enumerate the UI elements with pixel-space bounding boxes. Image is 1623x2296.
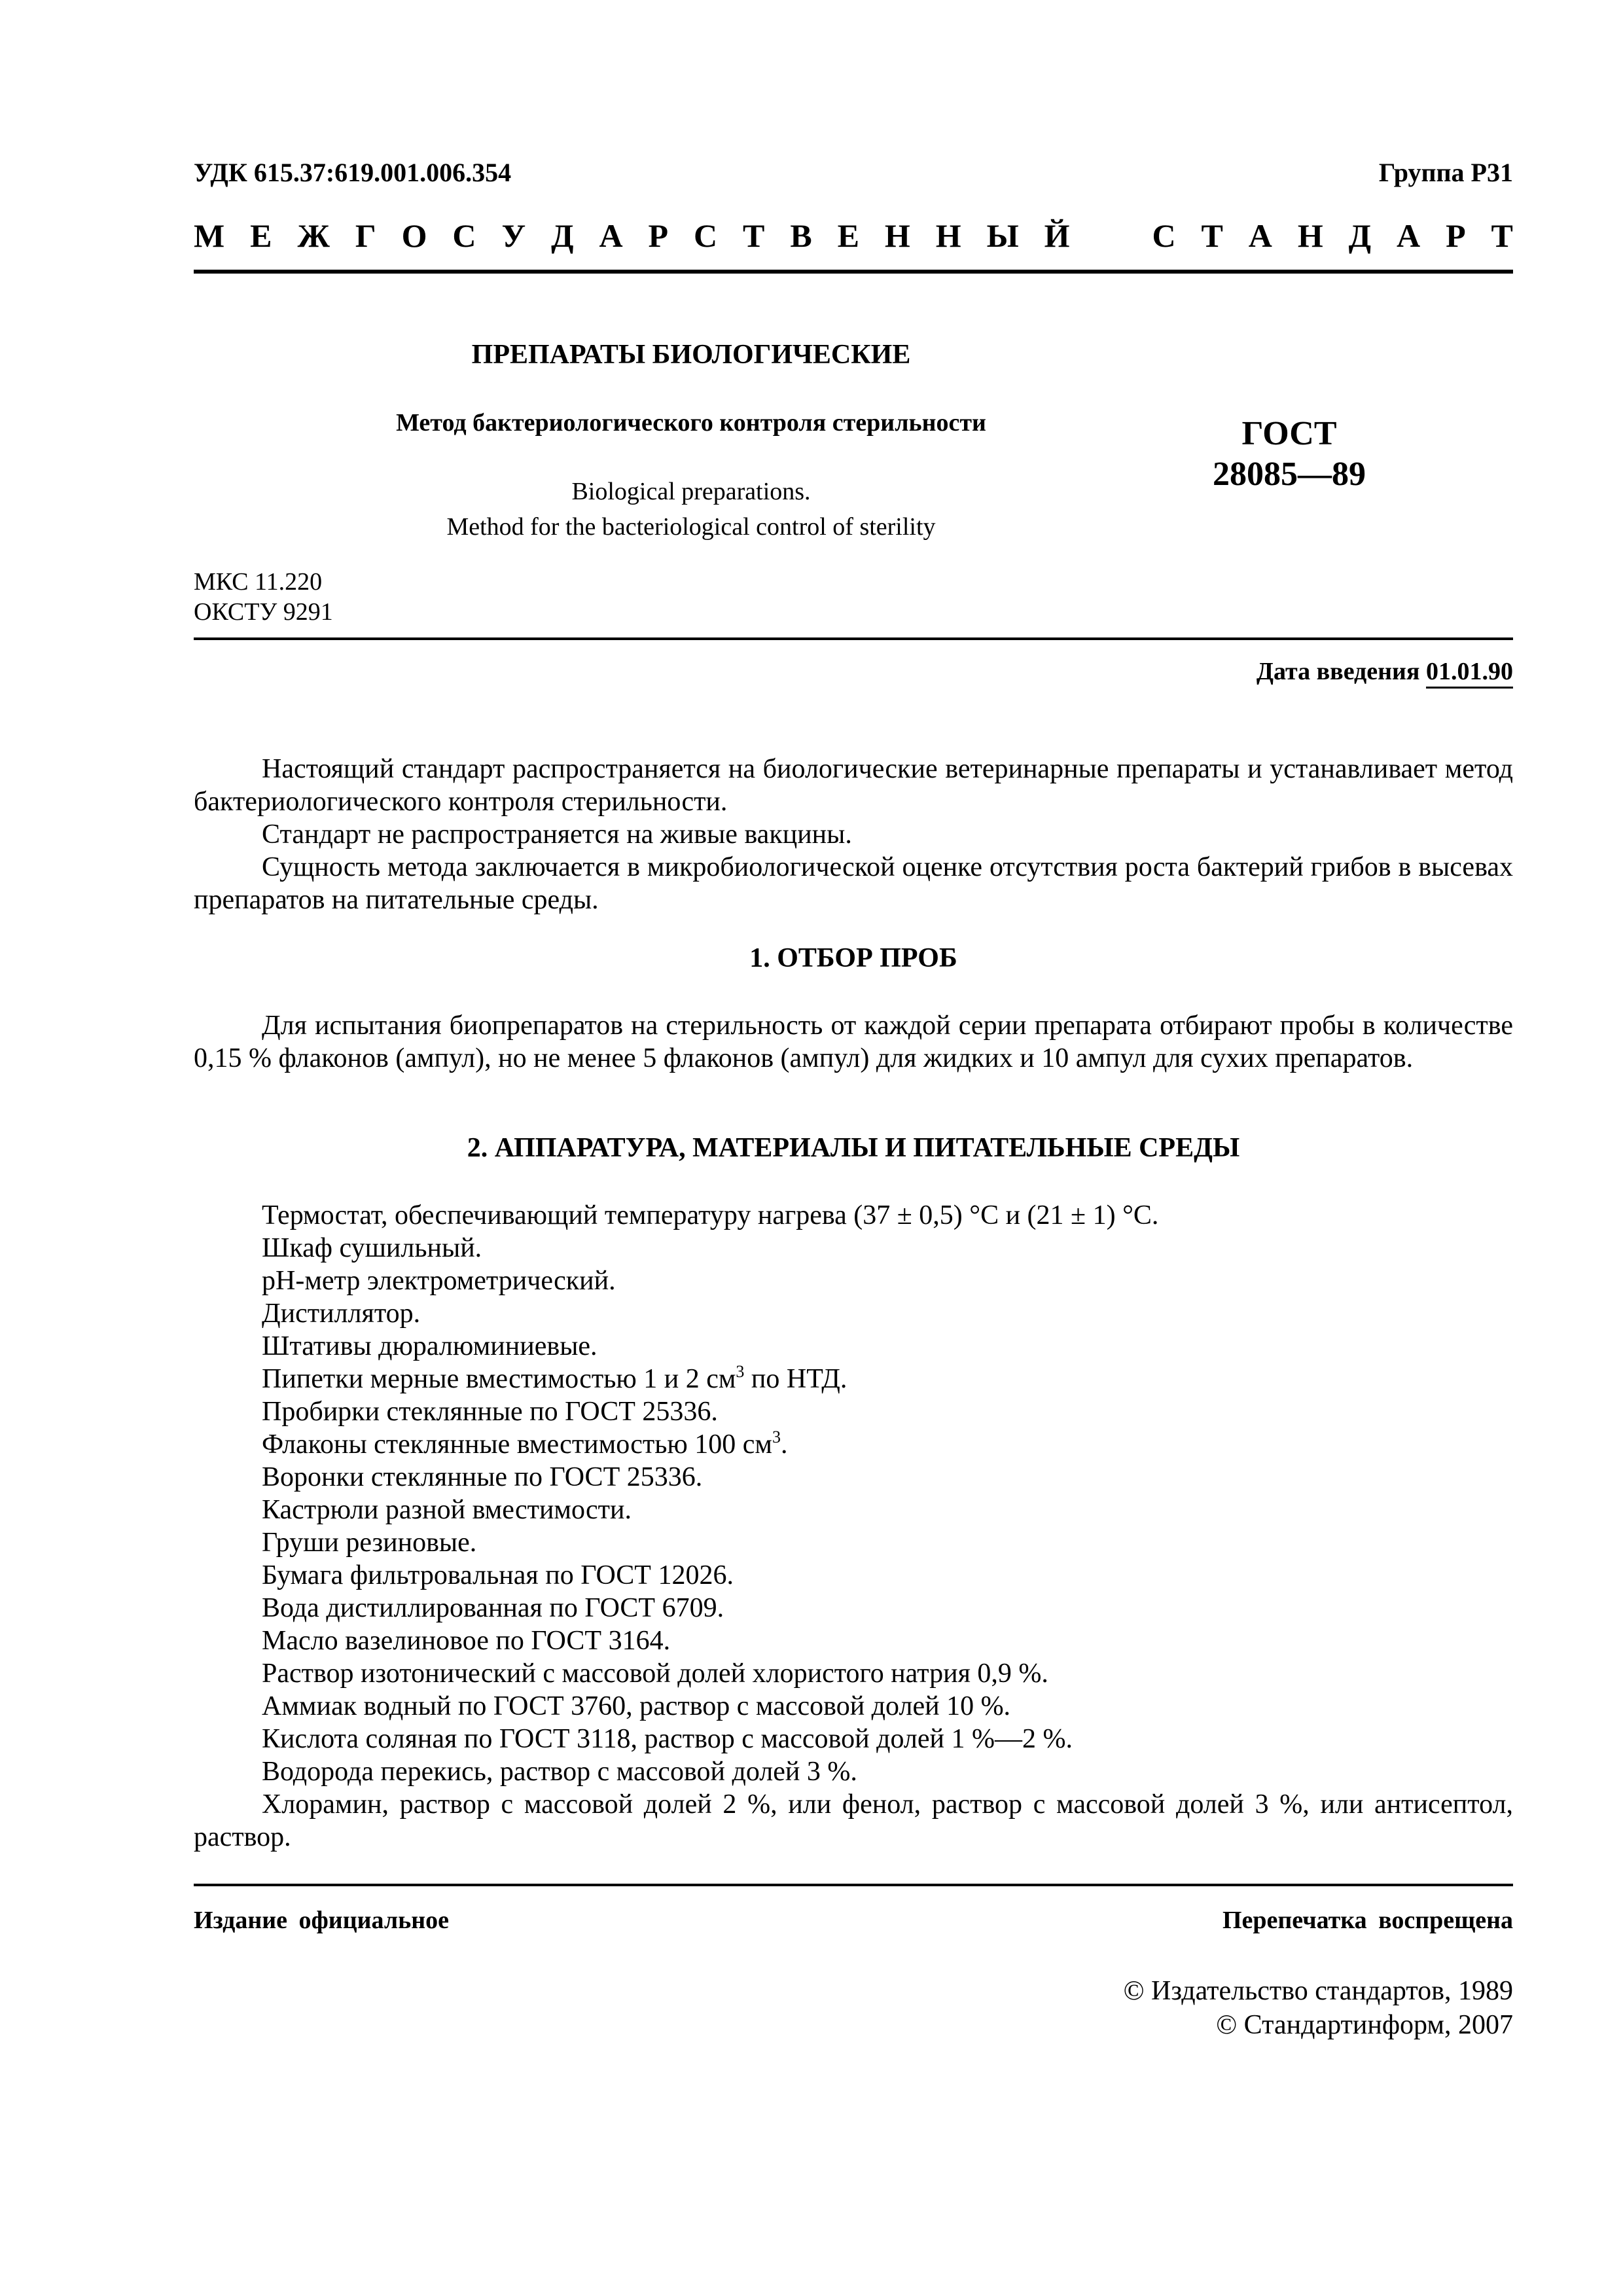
heading-letter: Ы [986,217,1019,254]
section-2-heading: 2. АППАРАТУРА, МАТЕРИАЛЫ И ПИТАТЕЛЬНЫЕ СРЕДЫ [467,1133,1240,1163]
codes-divider [194,637,1513,640]
list-item-flasks [194,1428,1513,1461]
list-item: Аммиак водный по ГОСТ 3760, раствор с массовой долей 10 %. [262,1691,1011,1721]
introduction [194,753,1513,916]
heading-letter: О [401,217,427,254]
flasks-text-end: . [781,1429,788,1460]
heading-letter: М [194,217,225,254]
heading-letter: Г [355,217,376,254]
heading-letter: С [1152,217,1176,254]
udk-code: УДК 615.37:619.001.006.354 [194,158,512,187]
standard-type-heading [194,215,1513,257]
introduction-date-label: Дата введения [1256,658,1420,685]
heading-letter: Р [1446,217,1466,254]
list-item: Водорода перекись, раствор с массовой долей 3 %. [262,1757,857,1787]
equipment-list [194,1199,1513,1854]
document-title: ПРЕПАРАТЫ БИОЛОГИЧЕСКИЕ [471,340,911,370]
english-title-line-1: Biological preparations. [571,478,811,505]
copyright-block [1124,1974,1513,2042]
english-title [194,474,1188,545]
heading-letter: В [790,217,812,254]
introduction-date [1257,657,1513,686]
list-item: Раствор изотонический с массовой долей хлористого натрия 0,9 %. [262,1659,1048,1689]
english-title-line-2: Method for the bacteriological control of sterility [446,513,936,541]
copyright-1: © Издательство стандартов, 1989 [1123,1976,1513,2006]
heading-letter: У [501,217,526,254]
pipettes-text: Пипетки мерные вместимостью 1 и 2 см [262,1364,736,1394]
document-subtitle: Метод бактериологического контроля стерильности [396,409,986,437]
heading-letter: Т [1491,217,1513,254]
heading-letter: С [452,217,476,254]
footer-divider [194,1884,1513,1886]
list-item: Кастрюли разной вместимости. [262,1495,632,1525]
okstu-code: ОКСТУ 9291 [194,598,333,626]
heading-letter: А [1248,217,1272,254]
pipettes-text-end: по НТД. [744,1364,847,1394]
list-item: Масло вазелиновое по ГОСТ 3164. [262,1626,671,1656]
intro-paragraph-2: Стандарт не распространяется на живые вакцины. [262,819,852,850]
list-item: Груши резиновые. [262,1528,477,1558]
reprint-prohibited-label: Перепечатка воспрещена [1222,1907,1513,1934]
section-1-paragraph: Для испытания биопрепаратов на стерильность от каждой серии препарата отбирают пробы в количестве 0,15 % флаконов (ампул), но не менее 5 флаконов (ампул) для жидких и 10 ампул для сухих препаратов. [194,1011,1513,1073]
heading-letter: Д [551,217,574,254]
heading-letter: Й [1044,217,1070,254]
list-item: Бумага фильтровальная по ГОСТ 12026. [262,1560,734,1590]
heading-letter: А [599,217,623,254]
mks-code: МКС 11.220 [194,568,323,596]
list-item-last: Хлорамин, раствор с массовой долей 2 %, или фенол, раствор с массовой долей 3 %, или антисептол, раствор. [194,1789,1513,1852]
pipettes-superscript: 3 [736,1362,745,1381]
header-divider [194,270,1513,274]
heading-letter: Д [1348,217,1372,254]
heading-letter: Н [884,217,910,254]
list-item: рН-метр электрометрический. [262,1266,616,1296]
heading-letter: Т [1201,217,1223,254]
list-item: Пробирки стеклянные по ГОСТ 25336. [262,1397,718,1427]
heading-letter: А [1397,217,1421,254]
classification-codes [194,567,333,627]
official-edition-label: Издание официальное [194,1907,450,1934]
list-item: Кислота соляная по ГОСТ 3118, раствор с массовой долей 1 %—2 %. [262,1724,1073,1754]
heading-letter: Е [837,217,859,254]
list-item-pipettes [194,1363,1513,1395]
section-1-heading: 1. ОТБОР ПРОБ [749,943,957,973]
heading-letter: Т [743,217,765,254]
section-1-body [194,1009,1513,1075]
gost-number: 28085—89 [1213,456,1366,493]
heading-letter: Н [1297,217,1323,254]
intro-paragraph-1: Настоящий стандарт распространяется на биологические ветеринарные препараты и устанавливает метод бактериологического контроля стерильности. [194,754,1513,817]
gost-designation [1139,414,1440,495]
copyright-2: © Стандартинформ, 2007 [1216,2010,1513,2040]
heading-letter: Р [648,217,669,254]
list-item: Термостат, обеспечивающий температуру нагрева (37 ± 0,5) °С и (21 ± 1) °С. [262,1200,1159,1230]
list-item: Вода дистиллированная по ГОСТ 6709. [262,1593,724,1623]
introduction-date-value: 01.01.90 [1426,658,1513,689]
heading-letter: Е [250,217,272,254]
heading-letter: Н [935,217,961,254]
heading-letter: Ж [297,217,330,254]
gost-label: ГОСТ [1241,415,1337,452]
intro-paragraph-3: Сущность метода заключается в микробиологической оценке отсутствия роста бактерий грибов в высевах препаратов на питательные среды. [194,852,1513,915]
list-item: Шкаф сушильный. [262,1233,482,1263]
group-code: Группа Р31 [1378,158,1513,187]
list-item: Штативы дюралюминиевые. [262,1331,597,1361]
flasks-text: Флаконы стеклянные вместимостью 100 см [262,1429,773,1460]
heading-letter: С [693,217,718,254]
list-item: Дистиллятор. [262,1299,421,1329]
list-item: Воронки стеклянные по ГОСТ 25336. [262,1462,703,1492]
flasks-superscript: 3 [772,1427,781,1446]
